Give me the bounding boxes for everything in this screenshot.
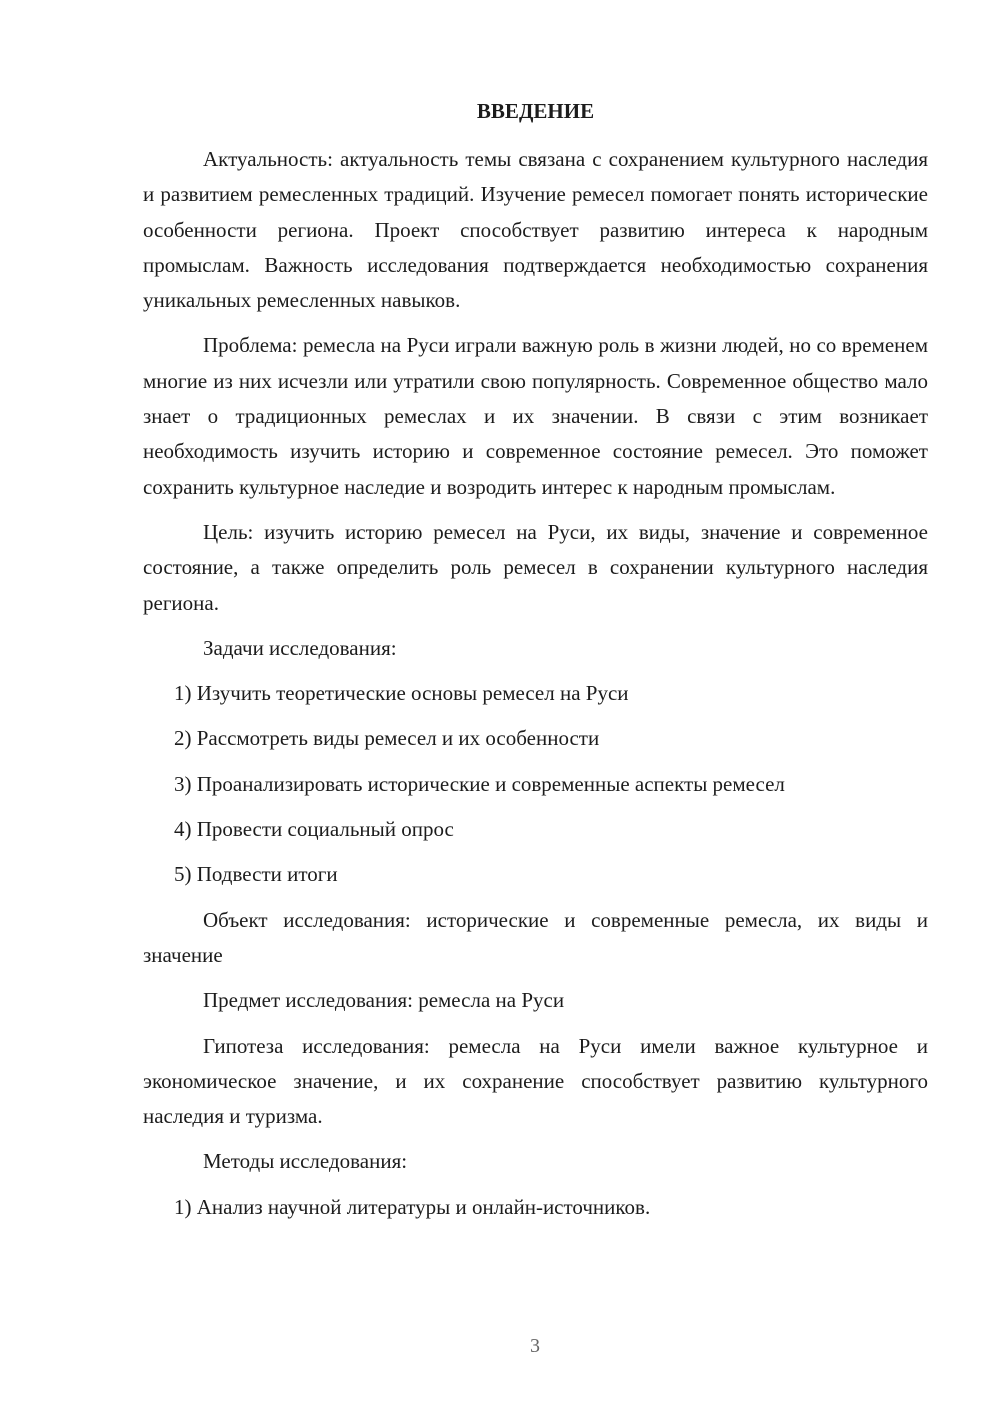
list-item: 1) Изучить теоретические основы ремесел на Руси [174,681,629,706]
page-number: 3 [530,1335,540,1357]
list-item: 2) Рассмотреть виды ремесел и их особенности [174,726,600,751]
goal-paragraph: Цель: изучить историю ремесел на Руси, их виды, значение и современное состояние, а также определить роль ремесел в сохранении культурного наследия региона. [143,519,928,615]
methods-list [143,1190,928,1225]
list-item: 3) Проанализировать исторические и современные аспекты ремесел [174,771,785,796]
document-page [143,94,928,1235]
tasks-list [143,676,928,892]
list-item: 1) Анализ научной литературы и онлайн-источников. [174,1194,651,1219]
methods-heading: Методы исследования: [203,1149,408,1174]
subject-paragraph: Предмет исследования: ремесла на Руси [203,988,565,1013]
problem-paragraph: Проблема: ремесла на Руси играли важную роль в жизни людей, но со временем многие из них исчезли или утратили свою популярность. Современное общество мало знает о традиционных ремеслах и их значении. В связи с этим возникает необходимость изучить историю и современное состояние ремесел. Это поможет сохранить культурное наследие и возродить интерес к народным промыслам. [143,333,928,499]
section-title: ВВЕДЕНИЕ [476,99,595,123]
list-item: 4) Провести социальный опрос [174,817,454,842]
object-paragraph: Объект исследования: исторические и современные ремесла, их виды и значение [143,907,928,967]
relevance-paragraph: Актуальность: актуальность темы связана с сохранением культурного наследия и развитием ремесленных традиций. Изучение ремесел помогает понять исторические особенности региона. Проект способствует развитию интереса к народным промыслам. Важность исследования подтверждается необходимостью сохранения уникальных ремесленных навыков. [143,147,928,313]
hypothesis-paragraph: Гипотеза исследования: ремесла на Руси имели важное культурное и экономическое значение, и их сохранение способствует развитию культурного наследия и туризма. [143,1033,928,1129]
tasks-heading: Задачи исследования: [203,635,397,660]
list-item: 5) Подвести итоги [174,862,338,887]
